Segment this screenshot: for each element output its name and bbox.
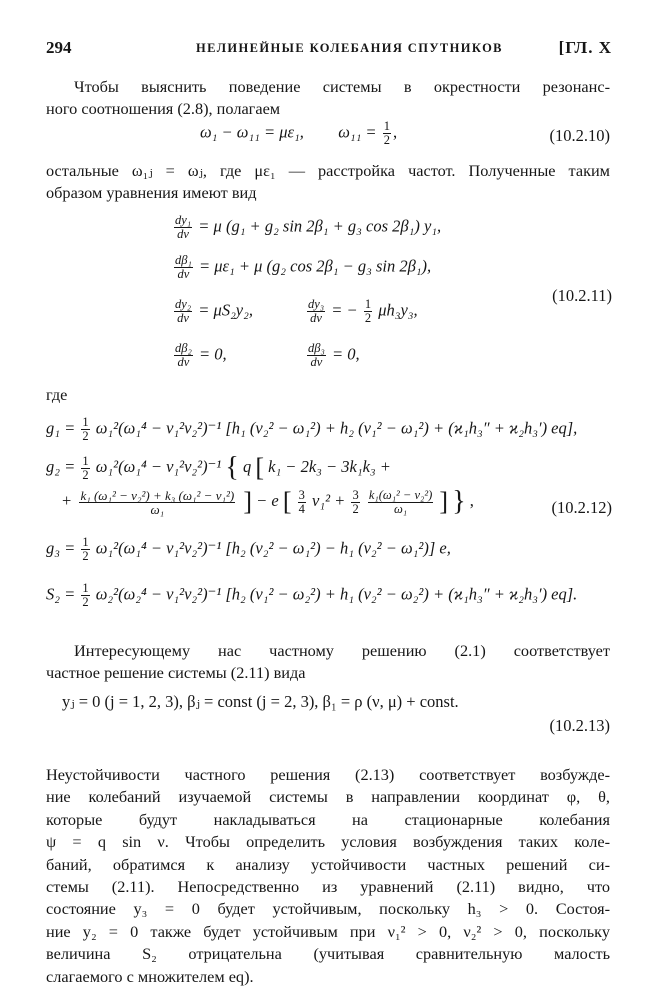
derivative — [174, 298, 192, 325]
fraction — [81, 416, 89, 443]
equation-10-2-13: yⱼ = 0 (j = 1, 2, 3), βⱼ = const (j = 2, 3), β₁ = ρ (ν, μ) + const. — [62, 692, 459, 711]
fraction-denominator: dν — [177, 227, 189, 241]
equation-number: (10.2.12) — [551, 498, 612, 517]
fraction-denominator: 2 — [82, 595, 89, 609]
eq-term: g₁ = — [46, 418, 76, 438]
fraction-numerator: dy₁ — [175, 213, 192, 227]
fraction-denominator: 2 — [352, 501, 359, 516]
eq-term: = μS₂y₂, — [198, 300, 253, 320]
fraction-numerator: 3 — [352, 487, 359, 502]
text-line: ние y₂ = 0 также будет устойчивым при ν₁² > 0, ν₂² > 0, поскольку — [46, 921, 610, 941]
equation-number: (10.2.10) — [549, 126, 610, 145]
fraction — [298, 489, 306, 516]
fraction-denominator: 4 — [298, 501, 305, 516]
text-line: которые будут накладываться на стационарные колебания — [46, 809, 610, 829]
fraction-numerator: dβ₁ — [175, 253, 192, 267]
equation-S2 — [46, 582, 577, 609]
fraction — [81, 455, 89, 482]
brace: { — [225, 452, 239, 483]
eq-term: g₃ = — [46, 538, 76, 558]
eq-term: g₂ = — [46, 456, 76, 476]
fraction-numerator: k₁(ω₁² − ν₂²) — [368, 487, 433, 502]
fraction-numerator: dy₃ — [308, 297, 325, 311]
derivative — [307, 298, 325, 325]
where-label: где — [46, 385, 68, 404]
chapter-label: [ГЛ. X — [558, 38, 612, 57]
text-line: ного соотношения (2.8), полагаем — [46, 99, 281, 119]
paragraph-intro — [46, 76, 610, 121]
equation-g2-line2 — [62, 486, 474, 518]
eq-term: = με₁ + μ (g₂ cos 2β₁ − g₃ sin 2β₁), — [198, 256, 432, 276]
fraction-numerator: 1 — [82, 453, 89, 468]
text-line: Интересующему нас частному решению (2.1) соответствует — [74, 641, 610, 660]
running-title: НЕЛИНЕЙНЫЕ КОЛЕБАНИЯ СПУТНИКОВ — [196, 41, 503, 55]
equation-number: (10.2.11) — [552, 286, 612, 305]
paragraph-3 — [46, 640, 610, 685]
fraction — [81, 582, 89, 609]
fraction-denominator: ω₁ — [150, 501, 165, 517]
eq-term: = 0, — [198, 344, 227, 364]
eq-term: , — [469, 490, 474, 510]
fraction — [383, 120, 391, 147]
equation-number: (10.2.13) — [549, 716, 610, 735]
fraction-denominator: 2 — [82, 549, 89, 563]
fraction-numerator: 3 — [298, 487, 305, 502]
text-line: частное решение системы (2.11) вида — [46, 663, 306, 683]
equation-g3 — [46, 536, 451, 563]
fraction-denominator: 2 — [364, 311, 372, 325]
fraction — [79, 489, 235, 516]
page-number: 294 — [46, 38, 72, 57]
fraction — [81, 536, 89, 563]
fraction-denominator: dν — [177, 311, 189, 325]
derivative — [307, 342, 326, 369]
fraction-denominator: dν — [310, 355, 323, 369]
text-line: величина S₂ отрицательна (учитывая сравнительную малость — [46, 944, 610, 964]
paragraph-2 — [46, 160, 610, 205]
fraction — [368, 489, 433, 516]
fraction-denominator: dν — [177, 267, 190, 281]
equation-11-row4 — [172, 342, 227, 369]
eq-term: = 0, — [331, 344, 360, 364]
eq-term: = μ (g₁ + g₂ sin 2β₁ + g₃ cos 2β₁) y₁, — [198, 216, 442, 236]
eq-term: k₁ − 2k₃ − 3k₁k₃ + — [268, 456, 391, 476]
derivative — [174, 342, 193, 369]
eq-term: − e — [256, 490, 279, 510]
fraction-denominator: 2 — [82, 429, 89, 443]
equation-11-row2 — [172, 254, 431, 281]
equation-11-row4b — [305, 342, 360, 369]
eq-term: ω₁ − ω₁₁ = με₁, — [200, 122, 304, 142]
fraction-denominator: 2 — [82, 467, 89, 482]
eq-term: = − — [331, 300, 358, 320]
text-line: баний, обратимся к анализу устойчивости частных решений си- — [46, 854, 610, 874]
fraction — [364, 298, 372, 325]
fraction-numerator: dy₂ — [175, 297, 192, 311]
equation-10-2-10 — [200, 120, 397, 147]
derivative — [174, 254, 193, 281]
eq-term: ω₁²(ω₁⁴ − ν₁²ν₂²)⁻¹ — [95, 456, 222, 476]
fraction-numerator: 1 — [383, 119, 390, 133]
brace: } — [452, 486, 466, 517]
bracket: ] — [439, 487, 449, 516]
eq-term: , — [392, 122, 398, 142]
fraction-numerator: 1 — [82, 581, 89, 595]
fraction-denominator: ω₁ — [393, 501, 408, 516]
equation-11-row3b — [305, 298, 418, 325]
eq-term: + — [62, 490, 72, 510]
equation-g1 — [46, 416, 577, 443]
text-line: слагаемого с множителем eq). — [46, 966, 254, 986]
equation-11-row3 — [172, 298, 253, 325]
equation-11-row1 — [172, 214, 441, 241]
bracket: [ — [282, 487, 292, 516]
fraction-denominator: 2 — [383, 133, 390, 147]
eq-term: ω₁²(ω₁⁴ − ν₁²ν₂²)⁻¹ [h₁ (ν₂² − ω₁²) + h₂ (ν₁² − ω₁²) + (ϰ₁h₃″ + ϰ₂h₃′) eq], — [95, 418, 578, 438]
text-line: ние колебаний изучаемой системы в направлении координат φ, θ, — [46, 787, 610, 807]
text-line: ψ = q sin ν. Чтобы определить условия возбуждения таких коле- — [46, 832, 610, 852]
fraction-numerator: 1 — [364, 297, 372, 311]
fraction-numerator: k₁ (ω₁² − ν₂²) + k₃ (ω₁² − ν₁²) — [80, 487, 235, 503]
eq-term: q — [242, 456, 252, 476]
fraction-denominator: dν — [177, 355, 190, 369]
fraction-numerator: 1 — [82, 535, 89, 549]
text-line: образом уравнения имеют вид — [46, 183, 257, 203]
fraction-numerator: dβ₃ — [308, 341, 325, 355]
derivative — [174, 214, 192, 241]
bracket: [ — [255, 453, 264, 482]
eq-term: ω₁²(ω₁⁴ − ν₁²ν₂²)⁻¹ [h₂ (ν₂² − ω₁²) − h₁ (ν₂² − ω₁²)] e, — [95, 538, 451, 558]
text-line: Неустойчивости частного решения (2.13) соответствует возбужде- — [46, 765, 610, 784]
fraction — [351, 489, 359, 516]
eq-term: ν₁² + — [312, 490, 346, 510]
running-header — [46, 38, 612, 62]
paragraph-4 — [46, 764, 610, 988]
text-line: Чтобы выяснить поведение системы в окрестности резонанс- — [74, 77, 610, 96]
eq-term: ω₁₁ = — [338, 122, 377, 142]
text-line: состояние y₃ = 0 будет устойчивым, поскольку h₃ > 0. Состоя- — [46, 899, 610, 919]
bracket: ] — [243, 487, 253, 516]
eq-term: S₂ = — [46, 584, 76, 604]
text-line: стемы (2.11). Непосредственно из уравнений (2.11) видно, что — [46, 877, 610, 897]
fraction-numerator: dβ₂ — [175, 341, 192, 355]
text-line: остальные ω₁ⱼ = ωⱼ, где με₁ — расстройка частот. Полученные таким — [46, 161, 610, 180]
eq-term: ω₂²(ω₂⁴ − ν₁²ν₂²)⁻¹ [h₂ (ν₁² − ω₂²) + h₁ (ν₂² − ω₂²) + (ϰ₁h₃″ + ϰ₂h₃′) eq]. — [95, 584, 578, 604]
eq-term: μh₃y₃, — [378, 300, 418, 320]
equation-g2-line1 — [46, 452, 391, 484]
fraction-numerator: 1 — [82, 415, 89, 429]
fraction-denominator: dν — [310, 311, 322, 325]
